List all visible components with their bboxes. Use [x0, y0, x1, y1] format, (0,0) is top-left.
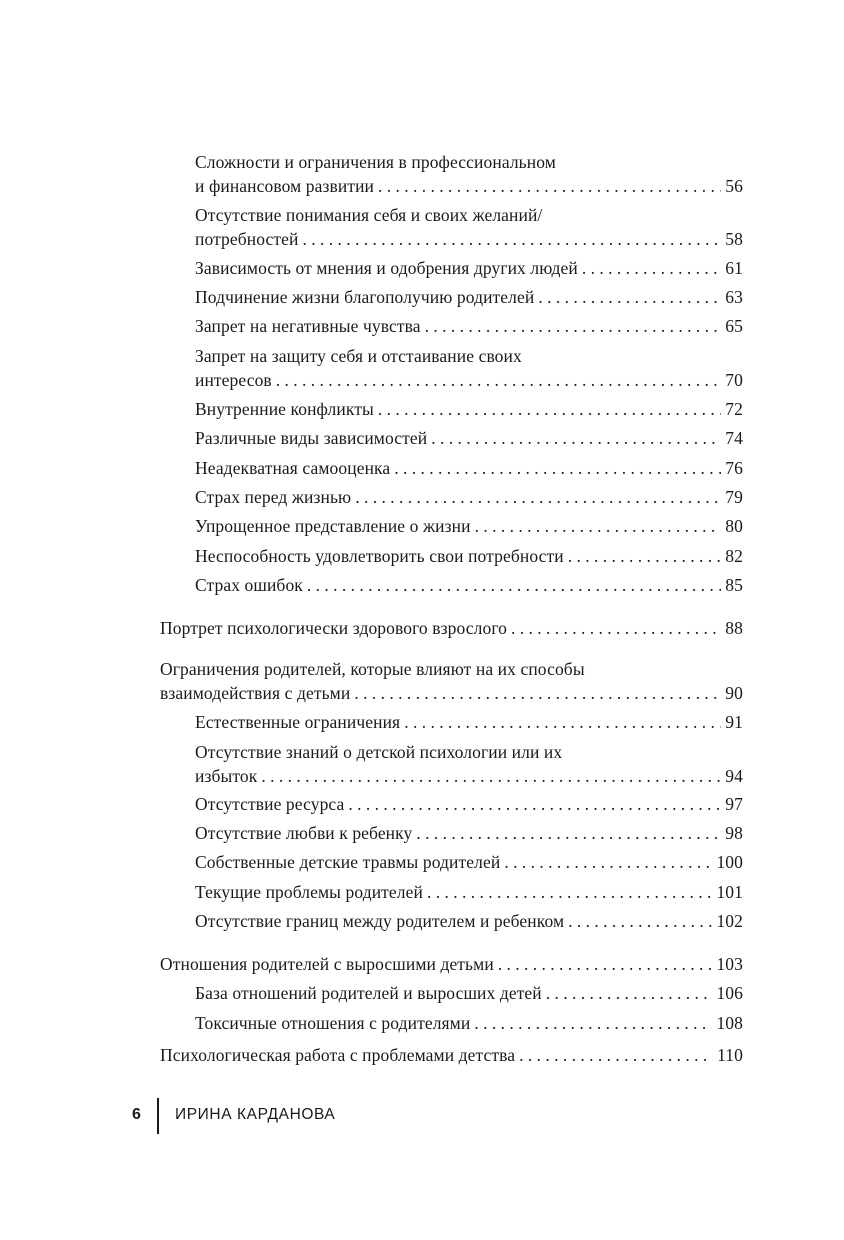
toc-page-number: 76 [725, 458, 743, 478]
toc-page-number: 65 [725, 316, 743, 336]
toc-section-entry [195, 850, 743, 874]
toc-section-entry [195, 514, 743, 538]
toc-page-number: 56 [725, 176, 743, 196]
dot-leader [378, 397, 721, 421]
dot-leader [302, 227, 721, 251]
toc-entry-title-line: Текущие проблемы родителей [195, 882, 423, 902]
toc-page-number: 91 [725, 712, 743, 732]
dot-leader [474, 1011, 712, 1035]
toc-page-number: 74 [725, 428, 743, 448]
toc-entry-title-line: интересов [195, 370, 272, 390]
toc-page-number: 79 [725, 487, 743, 507]
toc-section-entry [195, 740, 743, 788]
toc-section-entry [195, 314, 743, 338]
dot-leader [427, 880, 712, 904]
toc-entry-title-line: потребностей [195, 229, 299, 249]
dot-leader [568, 909, 712, 933]
toc-entry-title-line: Страх перед жизнью [195, 487, 352, 507]
toc-entry-title-line: Различные виды зависимостей [195, 428, 428, 448]
toc-entry-title-line: Неспособность удовлетворить свои потребности [195, 546, 564, 566]
running-author: ИРИНА КАРДАНОВА [175, 1106, 336, 1123]
toc-section-entry [195, 981, 743, 1005]
dot-leader [475, 514, 722, 538]
dot-leader [538, 285, 721, 309]
toc-entry-title-line: Отсутствие границ между родителем и ребенком [195, 911, 565, 931]
toc-page-number: 97 [725, 794, 743, 814]
toc-section-entry [195, 821, 743, 845]
dot-leader [378, 174, 721, 198]
toc-section-entry [195, 285, 743, 309]
toc-page-number: 80 [725, 516, 743, 536]
toc-page-number: 94 [725, 766, 743, 786]
toc-entry-title-line: избыток [195, 766, 258, 786]
dot-leader [568, 544, 722, 568]
toc-page-number: 72 [725, 399, 743, 419]
dot-leader [355, 485, 721, 509]
toc-section-entry [195, 485, 743, 509]
toc-entry-title-line: Страх ошибок [195, 575, 303, 595]
toc-section-entry [195, 344, 743, 392]
toc-entry-title-line: Подчинение жизни благополучию родителей [195, 287, 535, 307]
dot-leader [546, 981, 713, 1005]
toc-entry-title-line: Ограничения родителей, которые влияют на их способы [160, 659, 585, 679]
toc-page-number: 108 [716, 1013, 743, 1033]
toc-entry-title-line: Сложности и ограничения в профессиональном [195, 152, 556, 172]
toc-entry-title-line: Запрет на негативные чувства [195, 316, 421, 336]
toc-entry-title-line: Отсутствие понимания себя и своих желаний/ [195, 205, 543, 225]
dot-leader [404, 710, 721, 734]
toc-page-number: 58 [725, 229, 743, 249]
dot-leader [354, 681, 721, 705]
dot-leader [348, 792, 721, 816]
dot-leader [431, 426, 721, 450]
toc-page-number: 101 [716, 882, 743, 902]
dot-leader [425, 314, 722, 338]
toc-entry-title-line: Портрет психологически здорового взрослого [160, 618, 508, 638]
toc-chapter-entry [160, 657, 743, 705]
toc-page-number: 61 [725, 258, 743, 278]
dot-leader [261, 764, 721, 788]
dot-leader [394, 456, 721, 480]
toc-entry-title-line: Упрощенное представление о жизни [195, 516, 471, 536]
toc-page-number: 102 [716, 911, 743, 931]
toc-chapter-entry [160, 616, 743, 640]
toc-page-number: 100 [716, 852, 743, 872]
toc-entry-title-line: Внутренние конфликты [195, 399, 374, 419]
toc-page-number: 90 [725, 683, 743, 703]
toc-entry-title-line: Естественные ограничения [195, 712, 401, 732]
dot-leader [511, 616, 721, 640]
dot-leader [416, 821, 721, 845]
page-number: 6 [132, 1106, 141, 1123]
toc-page-number: 103 [716, 954, 743, 974]
toc-page-number: 98 [725, 823, 743, 843]
toc-section-entry [195, 710, 743, 734]
toc-page-number: 106 [716, 983, 743, 1003]
toc-section-entry [195, 397, 743, 421]
toc-page-number: 82 [725, 546, 743, 566]
dot-leader [504, 850, 712, 874]
toc-entry-title-line: Отсутствие знаний о детской психологии или их [195, 742, 563, 762]
toc-section-entry [195, 203, 743, 251]
toc-entry-title-line: Неадекватная самооценка [195, 458, 391, 478]
dot-leader [519, 1043, 713, 1067]
toc-section-entry [195, 792, 743, 816]
toc-page-number: 70 [725, 370, 743, 390]
dot-leader [582, 256, 721, 280]
toc-section-entry [195, 909, 743, 933]
toc-page-number: 88 [725, 618, 743, 638]
toc-section-entry [195, 1011, 743, 1035]
dot-leader [498, 952, 713, 976]
dot-leader [276, 368, 722, 392]
toc-section-entry [195, 573, 743, 597]
toc-page-number: 63 [725, 287, 743, 307]
toc-chapter-entry [160, 952, 743, 976]
toc-entry-title-line: взаимодействия с детьми [160, 683, 351, 703]
toc-entry-title-line: Токсичные отношения с родителями [195, 1013, 471, 1033]
toc-entry-title-line: и финансовом развитии [195, 176, 375, 196]
toc-page-number: 110 [717, 1045, 743, 1065]
toc-section-entry [195, 426, 743, 450]
toc-page-number: 85 [725, 575, 743, 595]
toc-entry-title-line: Запрет на защиту себя и отстаивание своих [195, 346, 522, 366]
toc-entry-title-line: Отсутствие любви к ребенку [195, 823, 413, 843]
toc-section-entry [195, 880, 743, 904]
toc-entry-title-line: База отношений родителей и выросших детей [195, 983, 542, 1003]
toc-section-entry [195, 544, 743, 568]
toc-entry-title-line: Психологическая работа с проблемами детства [160, 1045, 516, 1065]
toc-chapter-entry [160, 1043, 743, 1067]
footer-divider [157, 1098, 159, 1134]
toc-entry-title-line: Отсутствие ресурса [195, 794, 345, 814]
dot-leader [307, 573, 721, 597]
toc-section-entry [195, 256, 743, 280]
toc-entry-title-line: Зависимость от мнения и одобрения других людей [195, 258, 578, 278]
toc-section-entry [195, 150, 743, 198]
toc-entry-title-line: Собственные детские травмы родителей [195, 852, 501, 872]
toc-section-entry [195, 456, 743, 480]
toc-entry-title-line: Отношения родителей с выросшими детьми [160, 954, 494, 974]
